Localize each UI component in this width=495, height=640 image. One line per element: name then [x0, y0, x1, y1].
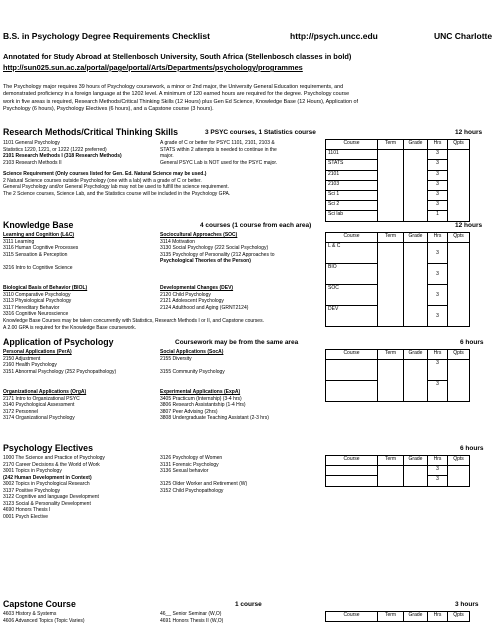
course-item: 3114 Motivation [160, 238, 195, 245]
knowledge-checklist-table [325, 232, 470, 327]
table-row [326, 243, 470, 264]
grade-cell[interactable] [404, 170, 428, 180]
course-item: 3152 Child Psychopathology [160, 487, 224, 494]
header-qpts: Qpts [448, 350, 470, 360]
header-hrs: Hrs [428, 140, 448, 150]
term-cell[interactable] [378, 264, 404, 285]
research-course-list [3, 140, 122, 166]
course-item: 3110 Comparative Psychology [3, 291, 71, 298]
header-term: Term [378, 612, 404, 622]
qpts-cell[interactable] [448, 190, 470, 200]
header-term: Term [378, 350, 404, 360]
dev-heading: Developmental Changes (DEV) [160, 285, 234, 291]
header-course: Course [326, 612, 378, 622]
header-qpts: Qpts [448, 456, 470, 466]
grade-cell[interactable] [404, 381, 428, 402]
qpts-cell[interactable] [448, 306, 470, 327]
course-item: 3131 Forensic Psychology [160, 461, 219, 468]
course-item: 2101 Research Methods I (318 Research Methods) [3, 153, 122, 159]
expa-heading: Experimental Applications (ExpA) [160, 389, 241, 395]
course-item [160, 245, 275, 252]
header-grade: Grade [404, 350, 428, 360]
course-item: 3172 Personnel [3, 408, 39, 415]
course-item: 4690 Honors Thesis I [3, 507, 51, 513]
course-item: 2120 Child Psychology [160, 291, 211, 298]
course-item: Psychological Theories of the Person) [160, 258, 251, 264]
term-cell[interactable] [378, 201, 404, 211]
term-cell[interactable] [378, 360, 404, 381]
course-item: 3174 Organizational Psychology [3, 415, 75, 421]
header-grade: Grade [404, 612, 428, 622]
qpts-cell[interactable] [448, 160, 470, 170]
note-line: General PSYC Lab is NOT used for the PSYC major. [160, 159, 278, 166]
course-item: 3808 Undergraduate Teaching Assistant (2-3 hrs) [160, 415, 269, 421]
table-row [326, 306, 470, 327]
course-item: 1000 The Science and Practice of Psychology [3, 455, 105, 461]
course-cell[interactable] [326, 360, 378, 381]
course-cell: L & C [326, 243, 378, 264]
course-item: (242 Human Development in Context) [3, 474, 92, 481]
header-term: Term [378, 140, 404, 150]
table-header-row [326, 140, 470, 150]
capstone-left-list [3, 611, 85, 624]
capstone-section-subtitle: 1 course [235, 601, 262, 608]
qpts-cell[interactable] [448, 476, 470, 486]
course-cell: 1101 [326, 150, 378, 160]
electives-section-hours: 6 hours [460, 445, 484, 452]
course-item: 3405 Practicum (Internship) (3-4 hrs) [160, 395, 242, 402]
hrs-cell: 3 [428, 466, 448, 476]
qpts-cell[interactable] [448, 285, 470, 306]
science-requirement [3, 171, 230, 197]
application-section-title: Application of Psychology [3, 337, 114, 347]
qpts-cell[interactable] [448, 211, 470, 221]
term-cell[interactable] [378, 285, 404, 306]
soc-heading: Sociocultural Approaches (SOC) [160, 232, 238, 238]
hrs-cell: 3 [428, 476, 448, 486]
qpts-cell[interactable] [448, 360, 470, 381]
course-item: 2150 Adjustment [3, 355, 41, 362]
note-line: STATS within 2 attempts is needed to continue in the [160, 146, 277, 153]
document-title: B.S. in Psychology Degree Requirements Checklist [3, 31, 210, 41]
course-item: 3136 Sexual behavior [160, 468, 209, 474]
table-row [326, 170, 470, 180]
biol-group [3, 285, 87, 318]
capstone-section-title: Capstone Course [3, 599, 76, 609]
course-item: 3155 Community Psychology [160, 368, 225, 375]
application-section-hours: 6 hours [460, 339, 484, 346]
hrs-cell: 3 [428, 170, 448, 180]
table-row [326, 381, 470, 402]
qpts-cell[interactable] [448, 180, 470, 190]
hrs-cell: 3 [428, 306, 448, 327]
hrs-cell: 3 [428, 285, 448, 306]
course-item: 2121 Adolescent Psychology [160, 298, 224, 304]
term-cell[interactable] [378, 150, 404, 160]
course-item: 3806 Research Assistantship (1-4 Hrs) [160, 402, 246, 408]
hrs-cell: 3 [428, 160, 448, 170]
knowledge-section-subtitle: 4 courses (1 course from each area) [200, 222, 312, 229]
header-grade: Grade [404, 456, 428, 466]
qpts-cell[interactable] [448, 381, 470, 402]
table-row [326, 150, 470, 160]
course-item: Statistics 1220, 1221, or 1222 (1222 preferred) [3, 146, 107, 153]
course-item: 3125 Older Worker and Retirement (W) [160, 481, 248, 487]
qpts-cell[interactable] [448, 150, 470, 160]
grade-cell[interactable] [404, 190, 428, 200]
header-qpts: Qpts [448, 233, 470, 243]
header-hrs: Hrs [428, 350, 448, 360]
table-row [326, 285, 470, 306]
electives-right-list [160, 455, 247, 494]
table-row [326, 264, 470, 285]
qpts-cell[interactable] [448, 201, 470, 211]
school-name: UNC Charlotte [434, 31, 493, 41]
lc-heading: Learning and Cognition (L&C) [3, 232, 75, 238]
table-header-row [326, 456, 470, 466]
course-item: 2103 Research Methods II [3, 159, 62, 166]
intro-line: Psychology (6 hours), Psychology Electives (6 hours), and a Capstone course (3 hours). [3, 106, 214, 113]
grade-cell[interactable] [404, 160, 428, 170]
soc-group [160, 232, 275, 265]
course-item: 46__ Senior Seminar (W,O) [160, 611, 222, 617]
hrs-cell: 3 [428, 360, 448, 381]
soca-heading: Social Applications (SocA) [160, 349, 224, 355]
course-cell[interactable] [326, 466, 378, 476]
note-line: major. [160, 153, 174, 159]
course-item: 3117 Hereditary Behavior [3, 304, 60, 311]
grade-cell[interactable] [404, 150, 428, 160]
course-item: 2160 Health Psychology [3, 362, 57, 368]
research-section-hours: 12 hours [455, 129, 483, 136]
table-row [326, 476, 470, 486]
table-row [326, 160, 470, 170]
table-row [326, 190, 470, 200]
qpts-cell[interactable] [448, 264, 470, 285]
lc-group [3, 232, 78, 271]
header-course: Course [326, 140, 378, 150]
biol-heading: Biological Basis of Behavior (BIOL) [3, 285, 88, 291]
course-item: 3135 Psychology of Personality (212 Approaches to [160, 251, 275, 258]
research-section-title: Research Methods/Critical Thinking Skills [3, 127, 179, 137]
grade-cell[interactable] [404, 201, 428, 211]
course-item: 4606 Advanced Topics (Topic Varies) [3, 617, 85, 624]
qpts-cell[interactable] [448, 243, 470, 264]
header-hrs: Hrs [428, 612, 448, 622]
course-item: 3151 Abnormal Psychology (252 Psychopathology) [3, 368, 117, 375]
header-course: Course [326, 350, 378, 360]
course-cell: Sci 1 [326, 190, 378, 200]
hrs-cell: 3 [428, 243, 448, 264]
course-item: 3126 Psychology of Women [160, 455, 223, 461]
capstone-section-hours: 3 hours [455, 601, 479, 608]
course-cell[interactable] [326, 381, 378, 402]
grade-cell[interactable] [404, 476, 428, 486]
orga-group [3, 389, 86, 422]
course-item: 3116 Human Cognitive Processes [3, 245, 79, 251]
grade-cell[interactable] [404, 306, 428, 327]
term-cell[interactable] [378, 243, 404, 264]
electives-section-title: Psychology Electives [3, 443, 93, 453]
course-item: 3140 Psychological Assessment [3, 402, 75, 408]
science-heading: Science Requirement (Only courses listed for Gen. Ed. Natural Science may be used.) [3, 171, 207, 177]
table-header-row [326, 233, 470, 243]
pera-group [3, 349, 116, 375]
course-item: 4691 Honors Thesis II (W,O) [160, 617, 224, 624]
term-cell[interactable] [378, 306, 404, 327]
course-item: 3316 Cognitive Neuroscience [3, 311, 69, 317]
table-row [326, 211, 470, 221]
course-item: 3807 Peer Advising (2hrs) [160, 408, 218, 415]
header-hrs: Hrs [428, 233, 448, 243]
grade-cell[interactable] [404, 243, 428, 264]
table-row [326, 201, 470, 211]
electives-left-list [3, 455, 105, 520]
course-item: 1101 General Psychology [3, 140, 60, 146]
header-grade: Grade [404, 140, 428, 150]
hrs-cell: 3 [428, 180, 448, 190]
hrs-cell: 3 [428, 381, 448, 402]
annotation-line: Annotated for Study Abroad at Stellenbosch University, South Africa (Stellenbosch classes in bold) [3, 52, 352, 61]
course-item: 3137 Positive Psychology [3, 487, 60, 494]
intro-line: work in five areas is required, Research Methods/Critical Thinking Skills (12 Hours) plus Gen Ed Science, Knowledge Base (12 Hours), Application of [3, 98, 358, 105]
course-item: 3122 Cognitive and language Development [3, 494, 99, 500]
term-cell[interactable] [378, 381, 404, 402]
knowledge-notes [3, 318, 264, 331]
application-section-subtitle: Coursework may be from the same area [175, 339, 299, 346]
course-item: 4603 History & Systems [3, 611, 57, 617]
hrs-cell: 3 [428, 190, 448, 200]
table-header-row [326, 350, 470, 360]
course-item: 3115 Sensation & Perception [3, 251, 68, 258]
course-cell: STATS [326, 160, 378, 170]
term-cell[interactable] [378, 466, 404, 476]
grade-cell[interactable] [404, 211, 428, 221]
course-item: 3216 Intro to Cognitive Science [3, 264, 73, 271]
table-row [326, 466, 470, 476]
intro-line: The Psychology major requires 39 hours of Psychology coursework, a minor or 2nd major, the University General Education requirements, and [3, 84, 344, 90]
knowledge-section-hours: 12 hours [455, 222, 483, 229]
term-cell[interactable] [378, 170, 404, 180]
term-cell[interactable] [378, 476, 404, 486]
course-cell: SOC [326, 285, 378, 306]
course-cell: Sci lab [326, 211, 378, 221]
table-header-row [326, 612, 470, 622]
grade-cell[interactable] [404, 285, 428, 306]
research-checklist-table [325, 139, 470, 222]
course-text: 3130 Social Psychology (222 Social Psychology) [160, 245, 269, 251]
course-item: 2124 Adulthood and Aging (GRNT2124) [160, 304, 249, 311]
intro-paragraph [3, 84, 493, 114]
header-hrs: Hrs [428, 456, 448, 466]
application-checklist-table [325, 349, 470, 402]
course-cell: Sci 2 [326, 201, 378, 211]
course-cell: DEV [326, 306, 378, 327]
intro-line: demonstrated proficiency in a foreign language at the 1202 level. A minimum of 120 earned hours are required for the degree. Psychology course [3, 91, 350, 98]
course-cell: 2103 [326, 180, 378, 190]
research-notes [160, 140, 277, 166]
table-row [326, 180, 470, 190]
course-item: 3001 Topics in Psychology [3, 468, 62, 474]
header-course: Course [326, 456, 378, 466]
note-line: A 2.00 GPA is required for the Knowledge Base coursework. [3, 324, 137, 331]
term-cell[interactable] [378, 160, 404, 170]
course-cell: BIO [326, 264, 378, 285]
hrs-cell: 3 [428, 264, 448, 285]
capstone-right-list [160, 611, 223, 624]
note-line: Knowledge Base Courses may be taken concurrently with Statistics, Research Methods I or II, and Capstone courses. [3, 318, 264, 324]
grade-cell[interactable] [404, 264, 428, 285]
qpts-cell[interactable] [448, 466, 470, 476]
course-item: 3113 Physiological Psychology [3, 298, 72, 304]
expa-group [160, 389, 269, 422]
table-row [326, 360, 470, 381]
term-cell[interactable] [378, 211, 404, 221]
header-term: Term [378, 456, 404, 466]
research-section-subtitle: 3 PSYC courses, 1 Statistics course [205, 129, 316, 136]
capstone-checklist-table [325, 611, 470, 622]
website-url[interactable]: http://psych.uncc.edu [290, 31, 378, 41]
header-qpts: Qpts [448, 612, 470, 622]
hrs-cell: 1 [428, 211, 448, 221]
pera-heading: Personal Applications (PerA) [3, 349, 72, 355]
grade-cell[interactable] [404, 466, 428, 476]
course-cell[interactable] [326, 476, 378, 486]
header-qpts: Qpts [448, 140, 470, 150]
course-item: 3111 Learning [3, 238, 35, 245]
dev-group [160, 285, 248, 311]
electives-checklist-table [325, 455, 470, 487]
orga-heading: Organizational Applications (OrgA) [3, 389, 87, 395]
science-line: 2 Natural Science courses outside Psychology (one with a lab) with a grade of C or better. [3, 177, 202, 184]
science-line: The 2 Science courses, Science Lab, and the Statistics course will be included in the Psychology GPA. [3, 190, 231, 197]
course-item: 3123 Social & Personality Development [3, 500, 91, 507]
hrs-cell: 3 [428, 201, 448, 211]
grade-cell[interactable] [404, 360, 428, 381]
term-cell[interactable] [378, 190, 404, 200]
hrs-cell: 3 [428, 150, 448, 160]
soca-group [160, 349, 225, 375]
grade-cell[interactable] [404, 180, 428, 190]
term-cell[interactable] [378, 180, 404, 190]
knowledge-section-title: Knowledge Base [3, 220, 74, 230]
course-item: 2155 Diversity [160, 355, 192, 362]
science-line: General Psychology and/or General Psychology lab may not be used to fulfill the science requirement. [3, 184, 229, 190]
header-term: Term [378, 233, 404, 243]
course-item: 3002 Topics in Psychological Research [3, 481, 90, 487]
course-item: 0001 Psych Elective [3, 513, 49, 520]
note-line: A grade of C or better for PSYC 1101, 2101, 2103 & [160, 140, 275, 146]
header-course: Course [326, 233, 378, 243]
programmes-link[interactable]: http://sun025.sun.ac.za/portal/page/portal/Arts/Departments/psychology/programmes [3, 63, 303, 72]
header-grade: Grade [404, 233, 428, 243]
course-item: 2171 Intro to Organizational PSYC [3, 395, 80, 402]
qpts-cell[interactable] [448, 170, 470, 180]
course-item: 2170 Career Decisions & the World of Work [3, 461, 100, 468]
course-cell: 2101 [326, 170, 378, 180]
